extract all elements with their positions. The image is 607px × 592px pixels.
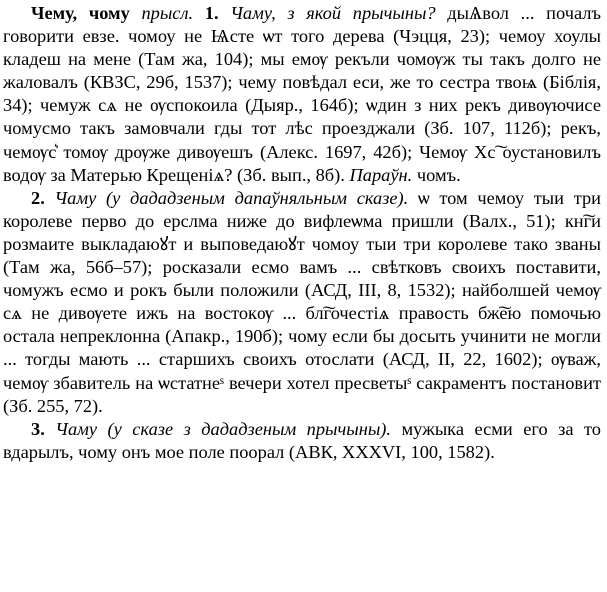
sense-2-citations: ѡ том чемоу тыи три королеве перво до ерслма ниже до вифлеѡма пришли (Валх., 51); кн͠ги розмаите выкладаюꙋт и выповедаюꙋт чомоу тыи три королеве тако званы (Там жа, 56б–57); росказали есмо вамъ ... свѣтковъ своихъ поставити, чомужъ есмо и рокъ были положили (АСД, III, 8, 1532); найболшей чемѹ сѧ не дивѹете ижъ на востокѹ ... бл͠гочестіѧ правость бж͠ею помочью остала непреклонна (Апакр., 190б); чому если бы досыть учинити не могли ... тогды мають ... старшихъ своихъ отослати (АСД, II, 22, 1602); ѹваж, чемѹ збавитель на ѡстатнеˢ вечери хотел пресветыˢ сакраментъ постановит (Зб. 255, 72). — [3, 187, 601, 416]
sense-3-number: 3. — [31, 418, 45, 439]
sense-1-paragraph — [3, 2, 601, 187]
sense-2-number: 2. — [31, 187, 45, 208]
sense-1-number: 1. — [204, 3, 219, 23]
sense-3-citations: мужыка есми его за то вдарылъ, чому онъ мое поле поорал (АВК, XXXVI, 100, 1582). — [3, 418, 601, 462]
sense-3-definition: Чаму (у сказе з дададзеным прычыны). — [55, 418, 392, 439]
sense-2-paragraph — [3, 187, 601, 418]
headword: Чему, чому — [31, 3, 130, 23]
sense-2-definition: Чаму (у дададзеным дапаўняльным сказе). — [54, 187, 409, 208]
cross-reference-word: чомъ. — [416, 164, 461, 185]
cross-reference-label: Параўн. — [349, 164, 413, 185]
sense-1-definition: Чаму, з якой прычыны? — [230, 3, 436, 23]
dictionary-entry — [3, 2, 601, 464]
part-of-speech: прысл. — [141, 3, 194, 23]
sense-3-paragraph — [3, 418, 601, 464]
sense-1-citations: дыѦвол ... почалъ говорити евзе. чомоу не Ѩсте ѡт того дерева (Чэцця, 23); чемоу хоулы кладеш на мене (Там жа, 104); мы емѹ рекъли чомѹж ты такъ долго не жаловалъ (КВЗС, 29б, 1537); чему повѣдал еси, же то сестра твоѩ (Біблія, 34); чемуж сѧ не ѹспокоила (Дыяр., 164б); ѡдин з них рекъ дивѹючисе чомусмо такъ замовчали гды тот лѣс проезджали (Зб. 107, 112б); рекъ, чемѹс͛ томѹ дрѹже дивѹешъ (Алекс. 1697, 42б); Чемѹ Хс͠ оустановилъ водѹ за Матерью Крещеніѧ? (Зб. вып., 8б). — [3, 3, 601, 185]
